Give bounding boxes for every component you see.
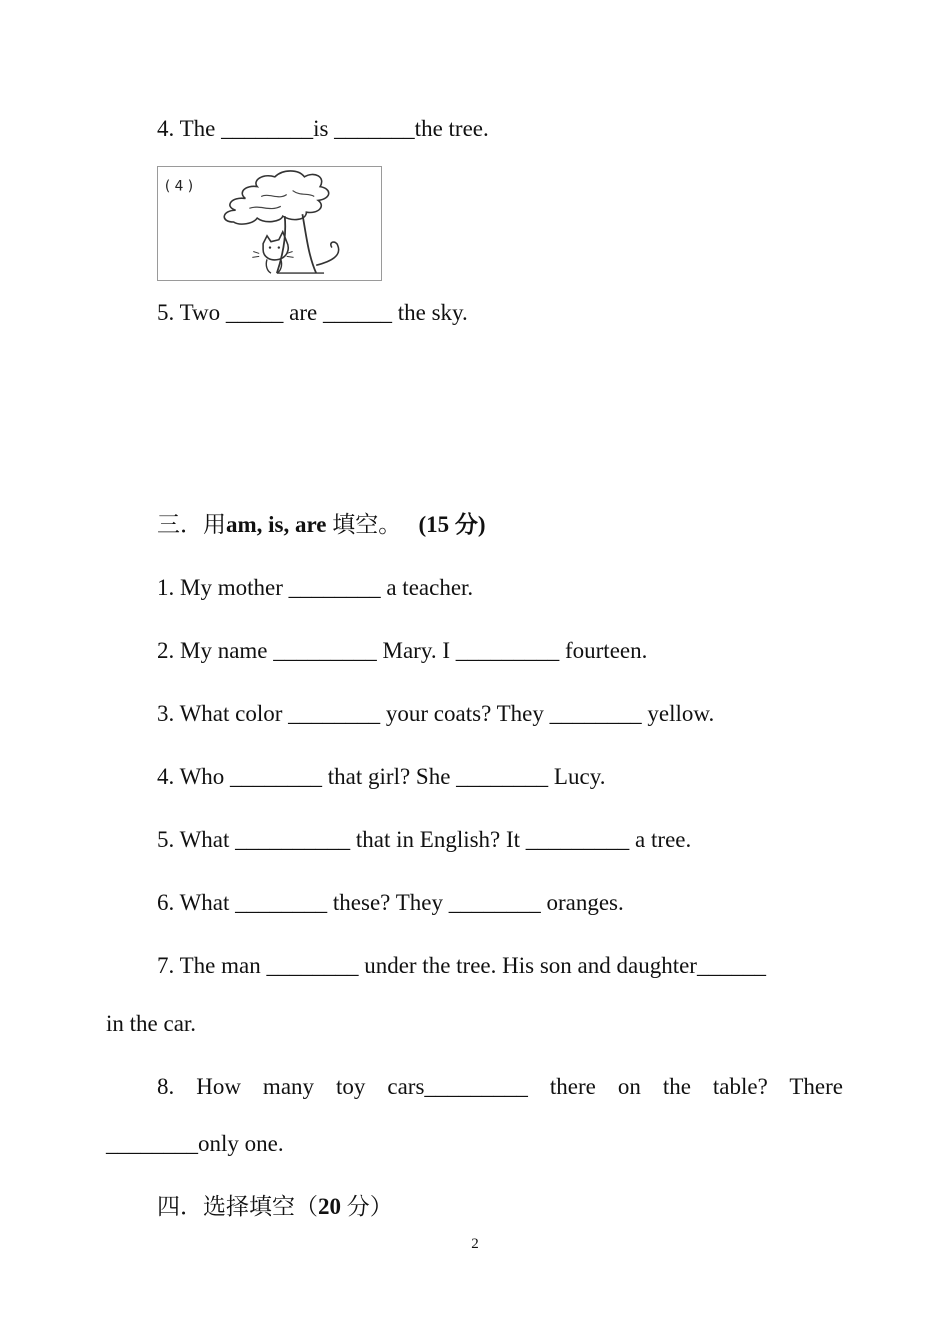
page-number: 2 xyxy=(471,1236,479,1252)
section3-heading-prefix: 三．用 xyxy=(157,512,226,537)
section3-item-7: 7. The man ________ under the tree. His son and daughter______ xyxy=(157,953,766,978)
section4-heading-suffix: 分） xyxy=(341,1194,393,1219)
section3-item-8-continued: ________only one. xyxy=(106,1131,284,1156)
section3-heading-points: (15 分) xyxy=(418,512,486,537)
section3-item-5: 5. What __________ that in English? It _________ a tree. xyxy=(157,827,692,852)
section4-heading xyxy=(157,1192,393,1222)
section3-heading xyxy=(157,510,486,540)
section3-heading-suffix: 填空。 xyxy=(326,512,419,537)
section3-item-2: 2. My name _________ Mary. I _________ fourteen. xyxy=(157,638,648,663)
section3-item-1: 1. My mother ________ a teacher. xyxy=(157,575,474,600)
section4-heading-prefix: 四．选择填空（ xyxy=(157,1194,318,1219)
picture-number-label: ( 4 ) xyxy=(164,178,194,195)
section3-item-6: 6. What ________ these? They ________ oranges. xyxy=(157,890,624,915)
section3-item-7-continued: in the car. xyxy=(106,1011,197,1036)
tree-cat-drawing xyxy=(158,167,381,280)
section4-heading-points: 20 xyxy=(318,1194,341,1219)
question-5: 5. Two _____ are ______ the sky. xyxy=(157,300,468,325)
section3-heading-verbs: am, is, are xyxy=(226,512,327,537)
section3-item-8: 8. How many toy cars_________ there on the table? There xyxy=(157,1074,843,1099)
tree-cat-picture xyxy=(157,166,382,281)
section3-item-4: 4. Who ________ that girl? She ________ Lucy. xyxy=(157,764,606,789)
question-4: 4. The ________is _______the tree. xyxy=(157,116,489,141)
section3-item-3: 3. What color ________ your coats? They ________ yellow. xyxy=(157,701,715,726)
